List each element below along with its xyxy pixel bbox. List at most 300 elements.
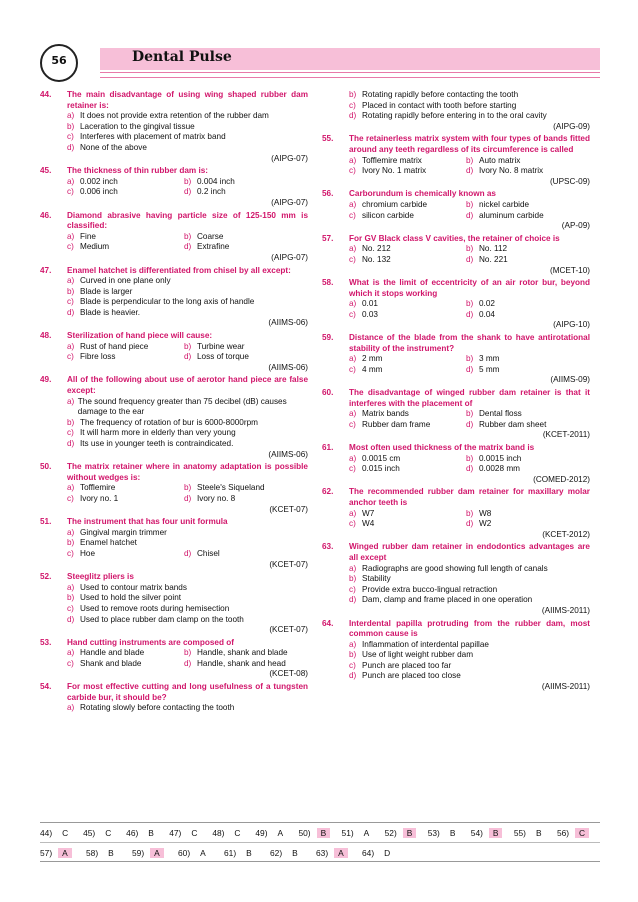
option	[349, 509, 466, 520]
book-title: Dental Pulse	[132, 49, 232, 65]
exam-source: (KCET-2011)	[542, 430, 590, 440]
option	[349, 420, 466, 431]
question-text: The matrix retainer where in anatomy adaptation is possible without wedges is:	[67, 462, 308, 482]
option-text: silicon carbide	[362, 210, 414, 220]
option	[349, 166, 466, 177]
answer-number: 49)	[255, 827, 268, 838]
option	[466, 299, 583, 310]
question	[322, 619, 590, 693]
answer-item	[40, 848, 86, 858]
option	[349, 365, 466, 376]
option-text: 0.0015 cm	[362, 453, 401, 463]
option-text: Loss of torque	[197, 352, 249, 362]
answer-number: 59)	[132, 847, 145, 858]
option	[67, 659, 184, 670]
option-text: 0.002 inch	[80, 176, 118, 186]
answer-letter: C	[191, 827, 198, 838]
option	[184, 187, 301, 198]
exam-source: (KCET-08)	[269, 669, 308, 679]
question-text: For most effective cutting and long usefulness of a tungsten carbide bur, it should be?	[67, 682, 308, 702]
answer-letter: A	[334, 848, 348, 858]
option-row	[349, 255, 590, 266]
answer-item	[169, 828, 212, 838]
option-text: 0.02	[479, 299, 495, 309]
exam-source: (KCET-2012)	[542, 529, 590, 539]
question	[40, 331, 308, 373]
question-text: Hand cutting instruments are composed of	[67, 637, 234, 647]
exam-source: (KCET-07)	[269, 625, 308, 635]
answer-number: 61)	[224, 847, 237, 858]
exam-source: (AIIMS-06)	[268, 449, 308, 459]
answer-number: 64)	[362, 847, 375, 858]
exam-source: (COMED-2012)	[533, 474, 590, 484]
answer-item	[270, 848, 316, 858]
answer-item	[224, 848, 270, 858]
option	[349, 650, 590, 661]
option-label: c)	[349, 660, 356, 670]
question-number: 44.	[40, 90, 52, 99]
option-label: d)	[67, 439, 75, 448]
question-number: 52.	[40, 572, 52, 582]
option-text: Rotating rapidly before contacting the tooth	[362, 90, 519, 99]
option	[67, 418, 308, 429]
option-label: d)	[67, 142, 75, 152]
option	[184, 549, 301, 560]
option-label: a)	[67, 483, 75, 493]
option-label: a)	[349, 639, 357, 649]
question-number: 46.	[40, 210, 52, 220]
option-label: d)	[349, 111, 357, 121]
option-row	[349, 211, 590, 222]
option-text: Medium	[80, 242, 110, 252]
option-label: b)	[184, 176, 192, 186]
option-label: b)	[67, 593, 75, 603]
option	[67, 143, 308, 154]
option-text: Blade is heavier.	[80, 307, 141, 317]
question-number: 56.	[322, 189, 334, 199]
question	[40, 462, 308, 515]
option	[349, 519, 466, 530]
answer-number: 58)	[86, 847, 99, 858]
option	[349, 244, 466, 255]
question-text: The recommended rubber dam retainer for maxillary molar anchor teeth is	[349, 487, 590, 507]
option-label: d)	[67, 307, 75, 317]
option	[67, 703, 308, 714]
option-label: a)	[349, 354, 357, 364]
option-row	[349, 244, 590, 255]
option-text: 0.006 inch	[80, 187, 118, 197]
question-text: All of the following about use of aerotor hand piece are false except:	[67, 375, 308, 396]
question-text: The instrument that has four unit formula	[67, 517, 228, 527]
question-text: Sterilization of hand piece will cause:	[67, 331, 213, 341]
question-text: The thickness of thin rubber dam is:	[67, 166, 209, 176]
answer-item	[40, 828, 83, 838]
option-label: d)	[184, 242, 192, 252]
option-text: Inflammation of interdental papillae	[362, 639, 489, 649]
question-text: What is the limit of eccentricity of an air rotor bur, beyond which it stops working	[349, 278, 590, 298]
option-label: c)	[349, 210, 356, 220]
option-text: 5 mm	[479, 364, 500, 374]
option-label: c)	[67, 242, 74, 252]
option-text: The sound frequency greater than 75 decibel (dB) causes damage to the ear	[77, 396, 287, 417]
option-label: a)	[67, 527, 75, 537]
option-label: a)	[349, 563, 357, 573]
answer-letter: A	[200, 847, 206, 858]
question-text: Distance of the blade from the shank to have antirotational stability of the instrument?	[349, 333, 590, 353]
options	[67, 276, 308, 329]
option-text: Tofflemire matrix	[362, 155, 422, 165]
option	[67, 483, 184, 494]
option-text: Dam, clamp and frame placed in one operation	[362, 595, 533, 605]
option	[184, 352, 301, 363]
option-row	[349, 354, 590, 365]
option-text: Ivory No. 8 matrix	[479, 166, 544, 176]
answer-letter: C	[105, 827, 112, 838]
option-text: Fibre loss	[80, 352, 116, 362]
answer-letter: A	[277, 827, 284, 838]
option-text: Steele's Siqueland	[197, 483, 265, 493]
question-number: 55.	[322, 134, 334, 144]
option-text: W2	[479, 519, 492, 529]
options	[67, 177, 308, 209]
options	[349, 409, 590, 441]
option-label: d)	[466, 464, 474, 474]
option-text: Use of light weight rubber dam	[362, 650, 474, 660]
question-number: 58.	[322, 278, 334, 288]
answer-item	[342, 828, 385, 838]
option-text: Curved in one plane only	[80, 276, 171, 286]
option-label: b)	[349, 574, 357, 584]
option-text: The frequency of rotation of bur is 6000-8000rpm	[80, 417, 258, 427]
option-label: a)	[67, 648, 75, 658]
option-label: a)	[349, 508, 357, 518]
option-label: b)	[466, 244, 474, 254]
option-label: a)	[67, 276, 75, 286]
option	[466, 255, 583, 266]
option-label: b)	[67, 121, 75, 131]
option	[67, 615, 308, 626]
option-text: Used to contour matrix bands	[80, 582, 187, 592]
answer-letter: B	[449, 827, 456, 838]
option	[466, 464, 583, 475]
option-text: Interferes with placement of matrix band	[80, 132, 226, 142]
option-label: b)	[466, 409, 474, 419]
option-label: a)	[67, 231, 75, 241]
option	[349, 409, 466, 420]
option-text: Auto matrix	[479, 155, 521, 165]
exam-source: (UPSC-09)	[549, 176, 590, 186]
question-text: Carborundum is chemically known as	[349, 189, 496, 199]
answer-number: 50)	[298, 827, 311, 838]
option-row	[349, 200, 590, 211]
option-text: Tofflemire	[80, 483, 116, 493]
option	[67, 604, 308, 615]
option-label: d)	[184, 658, 192, 668]
question-text: Enamel hatchet is differentiated from chisel by all except:	[67, 265, 291, 275]
option-text: Ivory no. 8	[197, 493, 236, 503]
options	[67, 528, 308, 570]
option-text: Rotating rapidly before entering in to the oral cavity	[362, 111, 547, 121]
question	[322, 234, 590, 276]
answer-number: 46)	[126, 827, 139, 838]
option-row	[67, 659, 308, 670]
question-text: The disadvantage of winged rubber dam retainer is that it interferes with the placement of	[349, 388, 590, 408]
option-row	[349, 299, 590, 310]
option	[349, 464, 466, 475]
exam-source: (AIPG-10)	[553, 320, 590, 330]
answer-number: 62)	[270, 847, 283, 858]
options	[349, 509, 590, 541]
option-label: d)	[349, 671, 357, 681]
option-label: b)	[184, 648, 192, 658]
option	[349, 354, 466, 365]
option	[67, 297, 308, 308]
option-row	[67, 232, 308, 243]
answer-number: 57)	[40, 847, 53, 858]
option-label: d)	[466, 166, 474, 176]
answer-item	[557, 828, 600, 838]
option-text: 4 mm	[362, 364, 383, 374]
question	[322, 278, 590, 331]
option-label: a)	[349, 299, 357, 309]
option	[184, 232, 301, 243]
option	[466, 509, 583, 520]
answer-number: 54)	[470, 827, 483, 838]
option-label: c)	[67, 428, 74, 438]
option	[67, 352, 184, 363]
option	[349, 454, 466, 465]
option	[184, 494, 301, 505]
question	[40, 90, 308, 164]
option-label: b)	[466, 508, 474, 518]
option-row	[67, 242, 308, 253]
option-label: c)	[67, 132, 74, 142]
option	[67, 397, 308, 418]
option	[466, 354, 583, 365]
header-rule	[100, 72, 600, 78]
question-text: Interdental papilla protruding from the rubber dam, most common cause is	[349, 618, 590, 639]
answer-item	[255, 828, 298, 838]
option-text: Placed in contact with tooth before starting	[362, 100, 517, 110]
answer-item	[471, 828, 514, 838]
option	[67, 287, 308, 298]
exam-source: (AIIMS-06)	[268, 362, 308, 372]
question-number: 51.	[40, 517, 52, 527]
answer-letter: A	[58, 848, 72, 858]
option	[466, 454, 583, 465]
option-text: Used to hold the silver point	[80, 593, 182, 603]
question	[40, 166, 308, 208]
question	[322, 487, 590, 540]
answer-letter: B	[403, 828, 417, 838]
option-row	[67, 342, 308, 353]
option-label: a)	[349, 199, 357, 209]
option-row	[67, 483, 308, 494]
question-number: 49.	[40, 375, 52, 385]
answer-number: 47)	[169, 827, 182, 838]
option-text: 0.2 inch	[197, 187, 226, 197]
option-label: a)	[349, 244, 357, 254]
answer-letter: C	[234, 827, 241, 838]
option-text: Ivory No. 1 matrix	[362, 166, 427, 176]
question	[322, 443, 590, 485]
option-label: d)	[466, 419, 474, 429]
answer-number: 45)	[83, 827, 96, 838]
option	[349, 211, 466, 222]
option	[466, 365, 583, 376]
option-row	[67, 187, 308, 198]
option-row	[349, 454, 590, 465]
question	[40, 682, 308, 714]
answer-item	[385, 828, 428, 838]
exam-source: (AIIMS-2011)	[541, 682, 590, 692]
answer-letter: B	[292, 847, 298, 858]
option	[67, 439, 308, 450]
options	[349, 200, 590, 232]
option	[466, 519, 583, 530]
option	[67, 593, 308, 604]
option-text: Its use in younger teeth is contraindicated.	[80, 439, 234, 448]
option-text: Laceration to the gingival tissue	[80, 121, 195, 131]
option-text: 0.01	[362, 299, 378, 309]
option-text: Chisel	[197, 548, 220, 558]
option-label: a)	[349, 409, 357, 419]
answer-item	[83, 828, 126, 838]
option-row	[349, 420, 590, 431]
option-label: b)	[466, 199, 474, 209]
option-label: c)	[67, 352, 74, 362]
answer-letter: A	[363, 827, 370, 838]
options	[67, 111, 308, 164]
option	[67, 242, 184, 253]
option-label: b)	[466, 299, 474, 309]
option	[67, 583, 308, 594]
question-number: 63.	[322, 542, 334, 552]
question-text: For GV Black class V cavities, the retainer of choice is	[349, 233, 560, 243]
exam-source: (AIPG-07)	[271, 153, 308, 163]
answer-letter: B	[108, 847, 114, 858]
option	[466, 156, 583, 167]
option-label: c)	[349, 100, 356, 110]
options	[349, 564, 590, 617]
option-label: a)	[349, 453, 357, 463]
option-text: Enamel hatchet	[80, 538, 137, 548]
answer-number: 53)	[427, 827, 440, 838]
option	[67, 122, 308, 133]
option	[67, 177, 184, 188]
option	[349, 200, 466, 211]
option-label: a)	[67, 582, 75, 592]
exam-source: (AP-09)	[561, 221, 590, 231]
option-label: d)	[466, 364, 474, 374]
option-row	[67, 549, 308, 560]
answer-letter: C	[575, 828, 589, 838]
option-text: 3 mm	[479, 354, 500, 364]
option-label: d)	[466, 309, 474, 319]
option	[67, 494, 184, 505]
option-text: Rubber dam frame	[362, 419, 431, 429]
question	[322, 90, 590, 132]
option	[466, 166, 583, 177]
option	[67, 428, 308, 439]
option-label: b)	[466, 354, 474, 364]
option-text: 0.03	[362, 309, 378, 319]
question-number: 60.	[322, 388, 334, 398]
answer-item	[86, 848, 132, 858]
options	[67, 342, 308, 374]
option-label: d)	[466, 210, 474, 220]
exam-source: (AIPG-09)	[553, 121, 590, 131]
option-label: b)	[67, 286, 75, 296]
option-label: a)	[349, 155, 357, 165]
option-text: Rotating slowly before contacting the tooth	[80, 703, 235, 713]
option-label: d)	[184, 493, 192, 503]
option-label: c)	[349, 309, 356, 319]
option-text: Ivory no. 1	[80, 493, 119, 503]
option	[466, 211, 583, 222]
answer-item	[212, 828, 255, 838]
exam-source: (KCET-07)	[269, 559, 308, 569]
question-text: The retainerless matrix system with four types of bands fitted around any teeth regardless of its circumference is called	[349, 134, 590, 154]
option-label: d)	[67, 614, 75, 624]
option	[67, 276, 308, 287]
option-label: b)	[184, 483, 192, 493]
option	[349, 255, 466, 266]
option-text: Punch are placed too far	[362, 660, 452, 670]
option-text: None of the above	[80, 142, 147, 152]
answer-item	[316, 848, 362, 858]
option-text: 0.0015 inch	[479, 453, 522, 463]
option-label: a)	[67, 176, 75, 186]
question-number: 47.	[40, 265, 52, 275]
option-label: c)	[349, 464, 356, 474]
option-text: Handle and blade	[80, 648, 145, 658]
option-text: No. 221	[479, 254, 508, 264]
option-label: d)	[349, 595, 357, 605]
option-text: W8	[479, 508, 492, 518]
option-row	[67, 494, 308, 505]
question-number: 54.	[40, 682, 52, 692]
option-text: 0.004 inch	[197, 176, 235, 186]
option	[349, 574, 590, 585]
option-text: Gingival margin trimmer	[80, 527, 167, 537]
options	[349, 640, 590, 693]
option-text: Turbine wear	[197, 341, 245, 351]
option	[184, 177, 301, 188]
exam-source: (MCET-10)	[549, 265, 590, 275]
option-label: b)	[67, 538, 75, 548]
question	[40, 211, 308, 264]
option-label: c)	[349, 166, 356, 176]
option-text: Used to place rubber dam clamp on the tooth	[80, 614, 244, 624]
answer-item	[428, 828, 471, 838]
option-text: Punch are placed too close	[362, 671, 461, 681]
option	[67, 132, 308, 143]
option-text: Shank and blade	[80, 658, 142, 668]
exam-source: (AIPG-07)	[271, 197, 308, 207]
option-text: Blade is perpendicular to the long axis of handle	[80, 297, 255, 307]
option-label: c)	[67, 548, 74, 558]
option-text: 0.04	[479, 309, 495, 319]
answer-item	[178, 848, 224, 858]
option-label: d)	[184, 187, 192, 197]
option	[184, 342, 301, 353]
option-label: d)	[184, 548, 192, 558]
option	[184, 242, 301, 253]
option	[349, 661, 590, 672]
options	[67, 232, 308, 264]
option-row	[349, 166, 590, 177]
